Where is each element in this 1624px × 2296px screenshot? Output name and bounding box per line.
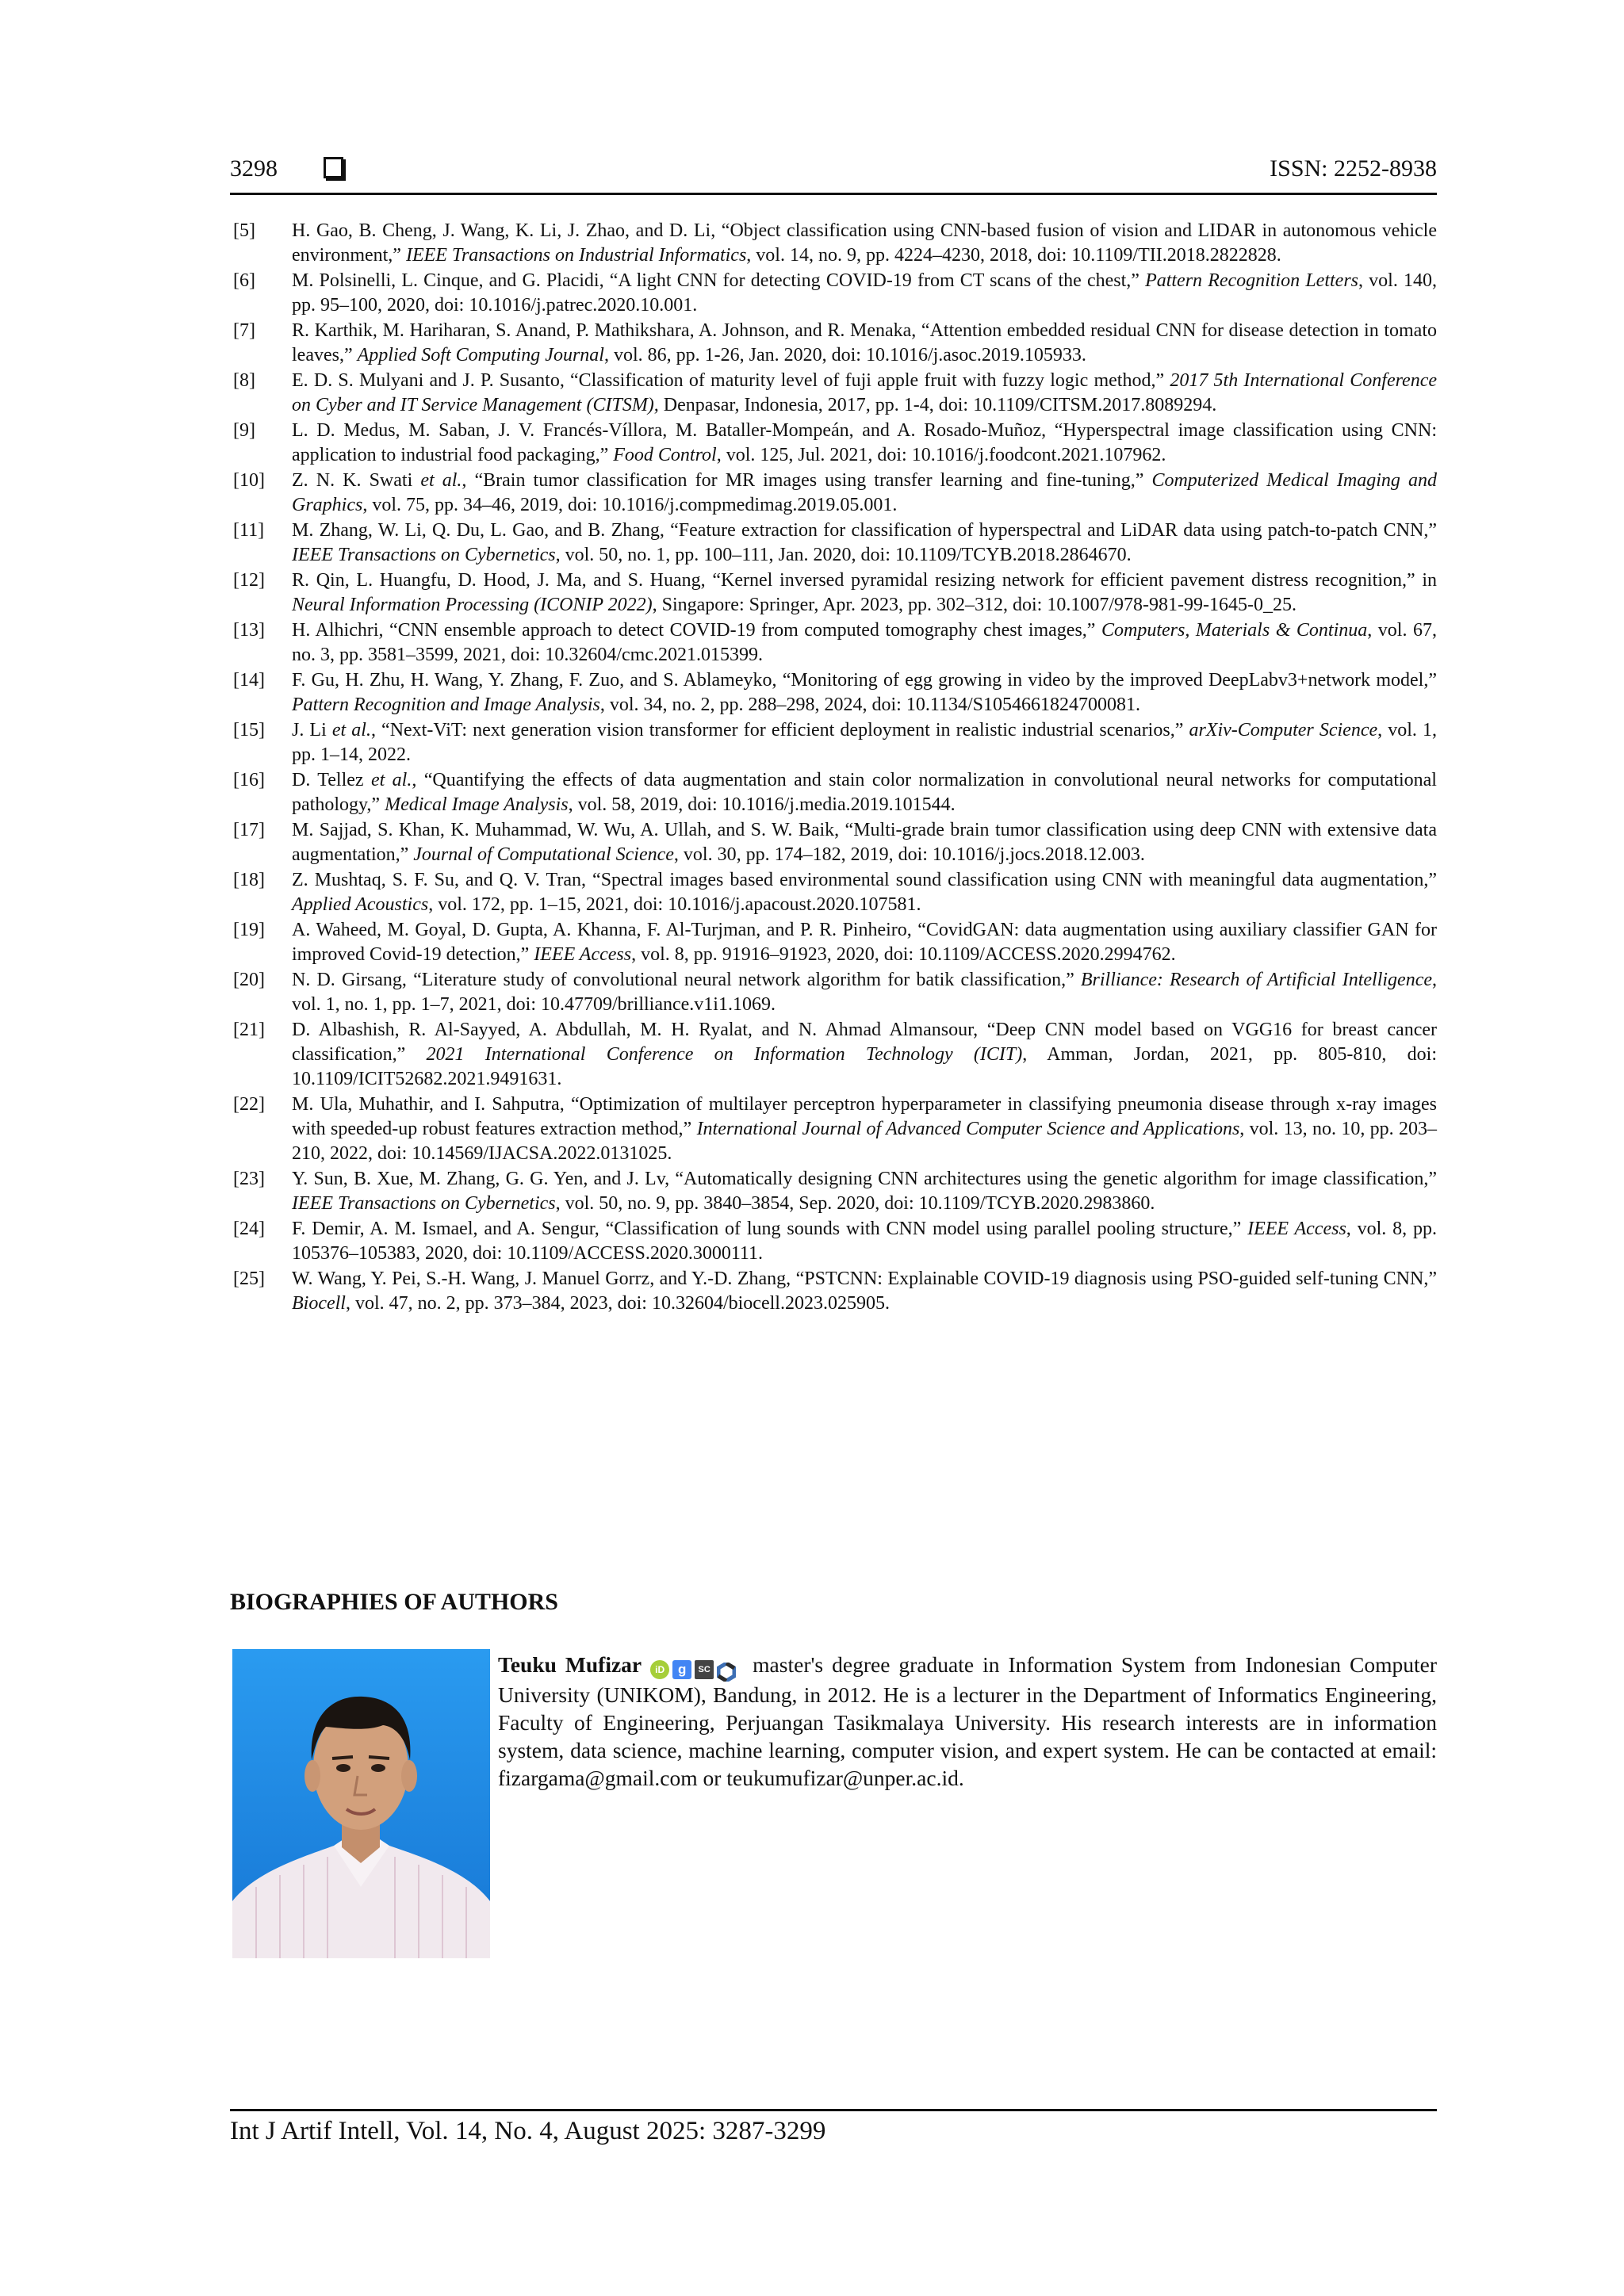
reference-text [292, 419, 1437, 468]
scopus-icon[interactable]: SC [695, 1660, 714, 1679]
reference-number: [19] [233, 920, 265, 940]
author-bio-text: master's degree graduate in Information System from Indonesian Computer University (UNIKOM), Bandung, in 2012. He is a lecturer in the Department of Informatics Engineering, Faculty of Engineering, Perjuangan Tasikmalaya University. His research interests are in information system, data science, machine learning, computer vision, and expert system. He can be contacted at email: fizargama@gmail.com or teukumufizar@unper.ac.id. [498, 1652, 1437, 1790]
reference-segment: E. D. S. Mulyani and J. P. Susanto, “Classification of maturity level of fuji apple fruit with fuzzy logic method,” [292, 370, 1170, 391]
reference-text [292, 768, 1437, 817]
reference-entry [230, 419, 1437, 468]
reference-number: [22] [233, 1094, 265, 1115]
reference-source: Medical Image Analysis [385, 794, 569, 815]
reference-segment: , vol. 47, no. 2, pp. 373–384, 2023, doi: 10.32604/biocell.2023.025905. [345, 1293, 890, 1314]
reference-number: [10] [233, 470, 265, 491]
reference-number: [7] [233, 320, 255, 341]
author-biography [498, 1651, 1437, 1792]
google-scholar-icon[interactable]: g [672, 1660, 691, 1679]
reference-segment: D. Albashish, R. Al-Sayyed, A. Abdullah, M. H. Ryalat, and N. Ahmad Almansour, “Deep CNN model based on VGG16 for breast cancer classification,” [292, 1020, 1437, 1065]
reference-segment: , vol. 13, no. 10, pp. 203–210, 2022, doi: 10.14569/IJACSA.2022.0131025. [292, 1119, 1438, 1164]
reference-segment: A. Waheed, M. Goyal, D. Gupta, A. Khanna, F. Al-Turjman, and P. R. Pinheiro, “CovidGAN: data augmentation using auxiliary classifier GAN for improved Covid-19 detection,” [292, 920, 1437, 965]
reference-segment: N. D. Girsang, “Literature study of convolutional neural network algorithm for batik classification,” [292, 970, 1081, 990]
reference-source: 2021 International Conference on Information Technology (ICIT) [426, 1044, 1023, 1065]
reference-source: Computers, Materials & Continua [1101, 620, 1368, 641]
reference-source: IEEE Transactions on Cybernetics [292, 545, 556, 565]
reference-entry [230, 868, 1437, 917]
reference-text [292, 668, 1437, 718]
page-number: 3298 [230, 155, 278, 182]
reference-entry [230, 219, 1437, 268]
reference-text [292, 269, 1437, 318]
reference-segment: , vol. 125, Jul. 2021, doi: 10.1016/j.foodcont.2021.107962. [716, 445, 1166, 465]
reference-text [292, 968, 1437, 1017]
reference-segment: , vol. 50, no. 9, pp. 3840–3854, Sep. 2020, doi: 10.1109/TCYB.2020.2983860. [555, 1193, 1155, 1214]
reference-number: [8] [233, 370, 255, 391]
reference-segment: R. Qin, L. Huangfu, D. Hood, J. Ma, and S. Huang, “Kernel inversed pyramidal resizing network for efficient pavement distress recognition,” in [292, 570, 1437, 591]
reference-segment: , “Next-ViT: next generation vision transformer for efficient deployment in realistic industrial scenarios,” [370, 720, 1189, 740]
reference-source: Pattern Recognition Letters [1145, 270, 1359, 291]
reference-segment: L. D. Medus, M. Saban, J. V. Francés-Víllora, M. Bataller-Mompeán, and A. Rosado-Muñoz, “Hyperspectral image classification using CNN: application to industrial food packaging,” [292, 420, 1437, 465]
reference-segment: , vol. 67, no. 3, pp. 3581–3599, 2021, doi: 10.32604/cmc.2021.015399. [292, 620, 1437, 665]
orcid-icon[interactable]: iD [650, 1660, 669, 1679]
reference-segment: , vol. 8, pp. 105376–105383, 2020, doi: 10.1109/ACCESS.2020.3000111. [292, 1219, 1438, 1264]
reference-text [292, 818, 1437, 867]
reference-text [292, 1217, 1437, 1266]
author-photo [232, 1649, 490, 1958]
reference-segment: , vol. 1, no. 1, pp. 1–7, 2021, doi: 10.47709/brilliance.v1i1.1069. [292, 970, 1437, 1015]
reference-segment: D. Tellez [292, 770, 371, 790]
reference-text [292, 868, 1437, 917]
reference-segment: , vol. 172, pp. 1–15, 2021, doi: 10.1016/j.apacoust.2020.107581. [428, 894, 921, 915]
biographies-heading: BIOGRAPHIES OF AUTHORS [230, 1589, 558, 1615]
reference-entry [230, 1267, 1437, 1316]
reference-entry [230, 319, 1437, 368]
reference-source: Applied Acoustics [292, 894, 429, 915]
reference-segment: , “Quantifying the effects of data augmentation and stain color normalization in convolutional neural networks for computational pathology,” [292, 770, 1437, 815]
reference-source: Applied Soft Computing Journal [357, 345, 604, 365]
reference-segment: H. Gao, B. Cheng, J. Wang, K. Li, J. Zhao, and D. Li, “Object classification using CNN-based fusion of vision and LIDAR in autonomous vehicle environment,” [292, 220, 1437, 266]
reference-source: IEEE Access [1247, 1219, 1346, 1239]
reference-source: IEEE Access [534, 944, 632, 965]
reference-segment: J. Li [292, 720, 332, 740]
reference-segment: R. Karthik, M. Hariharan, S. Anand, P. Mathikshara, A. Johnson, and R. Menaka, “Attention embedded residual CNN for disease detection in tomato leaves,” [292, 320, 1437, 365]
reference-segment: , vol. 50, no. 1, pp. 100–111, Jan. 2020, doi: 10.1109/TCYB.2018.2864670. [555, 545, 1132, 565]
reference-text [292, 519, 1437, 568]
reference-entry [230, 668, 1437, 718]
reference-entry [230, 1167, 1437, 1216]
reference-segment: , vol. 86, pp. 1-26, Jan. 2020, doi: 10.1016/j.asoc.2019.105933. [603, 345, 1086, 365]
reference-entry [230, 1018, 1437, 1092]
reference-number: [5] [233, 220, 255, 241]
reference-number: [16] [233, 770, 265, 790]
reference-source: Biocell [292, 1293, 346, 1314]
reference-number: [12] [233, 570, 265, 591]
reference-text [292, 1267, 1437, 1316]
reference-segment: M. Sajjad, S. Khan, K. Muhammad, W. Wu, A. Ullah, and S. W. Baik, “Multi-grade brain tumor classification using deep CNN with extensive data augmentation,” [292, 820, 1437, 865]
reference-number: [14] [233, 670, 265, 691]
reference-entry [230, 768, 1437, 817]
reference-text [292, 1018, 1437, 1092]
publons-icon[interactable] [717, 1660, 736, 1679]
reference-entry [230, 718, 1437, 767]
reference-entry [230, 469, 1437, 518]
reference-segment: Y. Sun, B. Xue, M. Zhang, G. G. Yen, and J. Lv, “Automatically designing CNN architectures using the genetic algorithm for image classification,” [292, 1169, 1437, 1189]
reference-segment: , vol. 30, pp. 174–182, 2019, doi: 10.1016/j.jocs.2018.12.003. [673, 844, 1145, 865]
reference-segment: M. Zhang, W. Li, Q. Du, L. Gao, and B. Zhang, “Feature extraction for classification of hyperspectral and LiDAR data using patch-to-patch CNN,” [292, 520, 1437, 541]
reference-source: Computerized Medical Imaging and Graphics [292, 470, 1437, 515]
reference-segment: F. Demir, A. M. Ismael, and A. Sengur, “Classification of lung sounds with CNN model using parallel pooling structure,” [292, 1219, 1248, 1239]
reference-text [292, 618, 1437, 668]
reference-source: et al. [331, 720, 371, 740]
reference-text [292, 568, 1437, 618]
reference-number: [13] [233, 620, 265, 641]
reference-segment: , vol. 8, pp. 91916–91923, 2020, doi: 10.1109/ACCESS.2020.2994762. [631, 944, 1176, 965]
reference-number: [23] [233, 1169, 265, 1189]
reference-text [292, 1167, 1437, 1216]
reference-text [292, 469, 1437, 518]
reference-entry [230, 269, 1437, 318]
reference-source: et al. [420, 470, 462, 491]
reference-number: [21] [233, 1020, 265, 1040]
author-name: Teuku Mufizar [498, 1652, 642, 1677]
reference-list [230, 219, 1437, 1317]
reference-number: [24] [233, 1219, 265, 1239]
reference-segment: , vol. 58, 2019, doi: 10.1016/j.media.2019.101544. [568, 794, 956, 815]
reference-number: [18] [233, 870, 265, 890]
reference-text [292, 369, 1437, 418]
reference-number: [11] [233, 520, 265, 541]
page-footer: Int J Artif Intell, Vol. 14, No. 4, August 2025: 3287-3299 [230, 2117, 826, 2145]
reference-entry [230, 1217, 1437, 1266]
reference-segment: , vol. 1, pp. 1–14, 2022. [292, 720, 1437, 765]
reference-entry [230, 1093, 1437, 1166]
reference-segment: M. Polsinelli, L. Cinque, and G. Placidi, “A light CNN for detecting COVID-19 from CT scans of the chest,” [292, 270, 1146, 291]
reference-entry [230, 968, 1437, 1017]
reference-number: [20] [233, 970, 265, 990]
reference-segment: Denpasar, Indonesia, 2017, pp. 1-4, doi: 10.1109/CITSM.2017.8089294. [658, 395, 1217, 415]
reference-text [292, 319, 1437, 368]
reference-source: Journal of Computational Science [413, 844, 674, 865]
reference-text [292, 219, 1437, 268]
reference-text [292, 718, 1437, 767]
reference-entry [230, 519, 1437, 568]
reference-segment: Z. N. K. Swati [292, 470, 421, 491]
issn: ISSN: 2252-8938 [1270, 155, 1437, 182]
reference-segment: Z. Mushtaq, S. F. Su, and Q. V. Tran, “Spectral images based environmental sound classification using CNN with meaningful data augmentation,” [292, 870, 1437, 890]
reference-segment: , vol. 14, no. 9, pp. 4224–4230, 2018, doi: 10.1109/TII.2018.2822828. [746, 245, 1281, 266]
reference-segment: , Singapore: Springer, Apr. 2023, pp. 302–312, doi: 10.1007/978-981-99-1645-0_25. [652, 595, 1297, 615]
reference-source: Food Control [613, 445, 717, 465]
reference-segment: W. Wang, Y. Pei, S.-H. Wang, J. Manuel Gorrz, and Y.-D. Zhang, “PSTCNN: Explainable COVID-19 diagnosis using PSO-guided self-tuning CNN,” [292, 1269, 1437, 1289]
reference-source: arXiv-Computer Science [1189, 720, 1378, 740]
reference-segment: , vol. 34, no. 2, pp. 288–298, 2024, doi: 10.1134/S1054661824700081. [599, 695, 1140, 715]
reference-source: Brilliance: Research of Artificial Intelligence [1080, 970, 1432, 990]
reference-number: [15] [233, 720, 265, 740]
reference-segment: M. Ula, Muhathir, and I. Sahputra, “Optimization of multilayer perceptron hyperparameter in classifying pneumonia disease through x-ray images with speeded-up robust features extraction method,” [292, 1094, 1437, 1139]
author-profile-icons [650, 1653, 739, 1681]
reference-segment: , vol. 75, pp. 34–46, 2019, doi: 10.1016/j.compmedimag.2019.05.001. [362, 495, 898, 515]
reference-segment: F. Gu, H. Zhu, H. Wang, Y. Zhang, F. Zuo, and S. Ablameyko, “Monitoring of egg growing in video by the improved DeepLabv3+network model,” [292, 670, 1437, 691]
reference-number: [25] [233, 1269, 265, 1289]
page-header [230, 151, 1437, 192]
reference-segment: H. Alhichri, “CNN ensemble approach to detect COVID-19 from computed tomography chest images,” [292, 620, 1101, 641]
reference-entry [230, 918, 1437, 967]
square-bullet-icon [324, 157, 343, 178]
reference-entry [230, 618, 1437, 668]
reference-source: 2017 5th International Conference on Cyber and IT Service Management (CITSM), [292, 370, 1437, 415]
reference-segment: , vol. 140, pp. 95–100, 2020, doi: 10.1016/j.patrec.2020.10.001. [292, 270, 1437, 316]
reference-number: [6] [233, 270, 255, 291]
reference-text [292, 1093, 1437, 1166]
reference-source: International Journal of Advanced Computer Science and Applications [696, 1119, 1240, 1139]
reference-segment: , Amman, Jordan, 2021, pp. 805-810, doi: 10.1109/ICIT52682.2021.9491631. [292, 1044, 1437, 1089]
header-rule [230, 193, 1437, 195]
reference-entry [230, 818, 1437, 867]
reference-segment: , “Brain tumor classification for MR images using transfer learning and fine-tuning,” [462, 470, 1152, 491]
reference-source: Neural Information Processing (ICONIP 2022) [292, 595, 653, 615]
reference-source: IEEE Transactions on Cybernetics [292, 1193, 556, 1214]
reference-source: IEEE Transactions on Industrial Informatics [405, 245, 747, 266]
reference-entry [230, 568, 1437, 618]
reference-entry [230, 369, 1437, 418]
reference-number: [17] [233, 820, 265, 840]
footer-rule [230, 2109, 1437, 2111]
reference-number: [9] [233, 420, 255, 441]
reference-source: et al. [370, 770, 412, 790]
reference-text [292, 918, 1437, 967]
reference-source: Pattern Recognition and Image Analysis [292, 695, 600, 715]
